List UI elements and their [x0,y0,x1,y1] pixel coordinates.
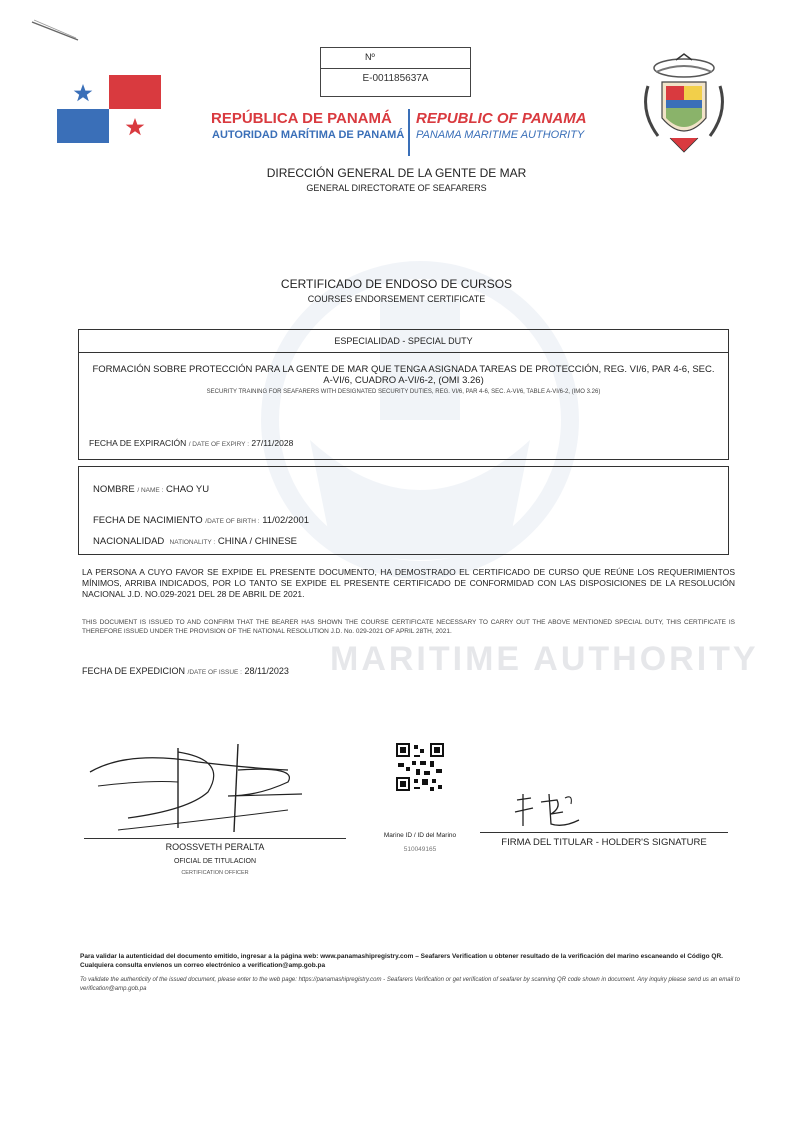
coat-of-arms-icon [636,52,732,158]
qr-code-icon [396,743,444,791]
nationality-row [93,536,297,547]
certificate-number-label: Nº [365,52,375,62]
issue-label-en: /DATE OF ISSUE : [187,669,242,676]
issue-label-es: FECHA DE EXPEDICION [82,666,186,676]
holder-signature-label: FIRMA DEL TITULAR - HOLDER'S SIGNATURE [501,837,707,848]
specialty-box [78,329,729,460]
issue-date-row [82,666,289,676]
course-description-en: SECURITY TRAINING FOR SEAFARERS WITH DESIGNATED SECURITY DUTIES, REG. VI/6, PAR 4-6, SEC. A-VI/6, TABLE A-VI/6-2, (IMO 3.26) [206,389,601,395]
republic-es: REPÚBLICA DE PANAMÁ [211,110,392,127]
name-row [93,484,209,495]
nationality-label-es: NACIONALIDAD [93,536,165,547]
directorate-en: GENERAL DIRECTORATE OF SEAFARERS [306,183,487,193]
course-description-es: FORMACIÓN SOBRE PROTECCIÓN PARA LA GENTE DE MAR QUE TENGA ASIGNADA TAREAS DE PROTECCIÓN, REG. VI/6, PAR 4-6, SEC. A-VI/6, CUADRO A-VI/6-2, (OMI 3.26) [92,364,715,386]
footer-en: To validate the authenticity of the issued document, please enter to the web page: https://panamashipregistry.com - Seafarers Verification or get verification of seafarer by scanning QR code shown in document. Any inquiry please send us an email to verification@amp.gob.pa [80,977,740,992]
officer-name: ROOSSVETH PERALTA [165,842,265,852]
officer-signature [88,740,308,840]
statement-es: LA PERSONA A CUYO FAVOR SE EXPIDE EL PRESENTE DOCUMENTO, HA DEMOSTRADO EL CERTIFICADO DE CURSO QUE REÚNE LOS REQUERIMIENTOS MÍNIMOS, ARRIBA INDICADOS, POR LO TANTO SE EXPIDE EL PRESENTE CERTIFICADO DE CONFORMIDAD CON LAS DISPOSICIONES DE LA RESOLUCIÓN NACIONAL J.D. NO.029-2021 DEL 28 DE ABRIL DE 2021. [82,567,735,599]
certificate-number-box [320,47,471,97]
officer-title-en: CERTIFICATION OFFICER [181,870,249,876]
marine-id: 510049165 [403,846,437,853]
authority-es: AUTORIDAD MARÍTIMA DE PANAMÁ [212,129,405,141]
certificate-title-en: COURSES ENDORSEMENT CERTIFICATE [307,294,486,304]
dob-label-en: /DATE OF BIRTH : [205,518,260,525]
certificate-number: E-001185637A [362,73,429,84]
dob-label-es: FECHA DE NACIMIENTO [93,515,203,526]
authority-en: PANAMA MARITIME AUTHORITY [416,129,585,141]
directorate-es: DIRECCIÓN GENERAL DE LA GENTE DE MAR [266,166,527,180]
holder-nationality: CHINA / CHINESE [217,536,298,547]
expiry-value: 27/11/2028 [251,438,294,448]
statement-en: THIS DOCUMENT IS ISSUED TO AND CONFIRM THAT THE BEARER HAS SHOWN THE COURSE CERTIFICATE NECESSARY TO CARRY OUT THE ABOVE MENTIONED SPECIAL DUTY, THIS CERTIFICATE IS THEREFORE ISSUED UNDER THE PROVISION OF THE NATIONAL RESOLUTION J.D. No. 029-2021 OF APRIL 28TH, 2021. [82,619,735,635]
officer-title-es: OFICIAL DE TITULACION [173,858,257,865]
expiry-row [89,438,293,448]
marine-id-label: Marine ID / ID del Marino [383,832,457,839]
holder-signature-line [480,832,728,833]
issue-date: 28/11/2023 [244,666,289,676]
header-separator [408,109,410,156]
holder-data-box [78,466,729,555]
holder-signature [513,790,593,830]
officer-signature-line [84,838,346,839]
specialty-header: ESPECIALIDAD - SPECIAL DUTY [79,330,728,353]
expiry-label-es: FECHA DE EXPIRACIÓN [89,438,187,448]
staple-mark [30,18,80,44]
republic-en: REPUBLIC OF PANAMA [416,110,587,127]
footer-es: Para validar la autenticidad del documento emitido, ingresar a la página web: www.panamashipregistry.com – Seafarers Verification u obtener resultado de la verificación del marino escaneando el Código QR. Cualquiera consulta envíenos un correo electrónico a verification@amp.gob.pa [80,953,723,969]
nationality-label-en: NATIONALITY : [169,539,216,546]
panama-flag-icon [57,75,161,143]
expiry-label-en: / DATE OF EXPIRY : [188,441,250,448]
name-label-es: NOMBRE [93,484,135,495]
dob-row [93,515,309,526]
name-label-en: / NAME : [137,487,164,494]
holder-name: CHAO YU [166,484,210,495]
holder-dob: 11/02/2001 [262,515,310,526]
certificate-title-es: CERTIFICADO DE ENDOSO DE CURSOS [280,277,513,291]
watermark-text: MARITIME AUTHORITY [330,640,759,678]
